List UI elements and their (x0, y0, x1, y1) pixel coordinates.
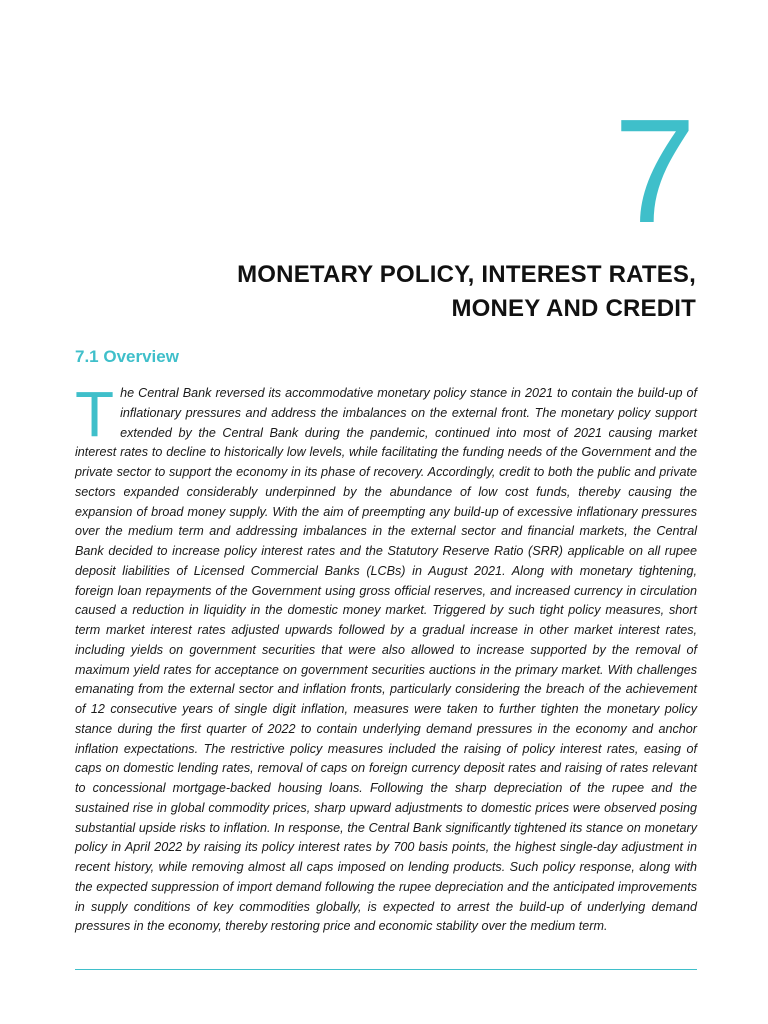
overview-paragraph (75, 378, 697, 937)
chapter-number: 7 (613, 89, 696, 254)
chapter-title-line-1: MONETARY POLICY, INTEREST RATES, (237, 261, 696, 288)
chapter-title-line-2: MONEY AND CREDIT (451, 295, 696, 322)
drop-cap: T (75, 378, 115, 450)
overview-body-text: he Central Bank reversed its accommodative monetary policy stance in 2021 to contain the build-up of inflationary pressures and address the imbalances on the external front. The monetary policy support extended by the Central Bank during the pandemic, continued into most of 2021 causing market interest rates to decline to historically low levels, while facilitating the funding needs of the Government and the private sector to support the economy in its phase of recovery. Accordingly, credit to both the public and private sectors expanded considerably underpinned by the abundance of low cost funds, thereby causing the expansion of broad money supply. With the aim of preempting any build-up of excessive inflationary pressures over the medium term and addressing imbalances in the external sector and financial markets, the Central Bank decided to increase policy interest rates and the Statutory Reserve Ratio (SRR) applicable on all rupee deposit liabilities of Licensed Commercial Banks (LCBs) in August 2021. Along with monetary tightening, foreign loan repayments of the Government using gross official reserves, and increased currency in circulation caused a reduction in liquidity in the domestic money market. Triggered by such tight policy measures, short term market interest rates adjusted upwards followed by a gradual increase in other market interest rates, including yields on government securities that were also allowed to increase supported by the removal of maximum yield rates for acceptance on government securities auctions in the primary market. With challenges emanating from the external sector and inflation fronts, particularly considering the breach of the achievement of 12 consecutive years of single digit inflation, measures were taken to further tighten the monetary policy stance during the first quarter of 2022 to contain underlying demand pressures in the economy and anchor inflation expectations. The restrictive policy measures included the raising of policy interest rates, easing of caps on domestic lending rates, removal of caps on foreign currency deposit rates and raising of rates relevant to concessional mortgage-backed housing loans. Following the sharp depreciation of the rupee and the sustained rise in global commodity prices, sharp upward adjustments to domestic prices were observed posing substantial upside risks to inflation. In response, the Central Bank significantly tightened its stance on monetary policy in April 2022 by raising its policy interest rates by 700 basis points, the highest single-day adjustment in recent history, while removing almost all caps imposed on lending products. Such policy response, along with the expected suppression of import demand following the rupee depreciation and the anticipated improvements in supply conditions of key commodities globally, is expected to arrest the build-up of underlying demand pressures in the economy, thereby restoring price and economic stability over the medium term. (75, 386, 697, 934)
section-heading: 7.1 Overview (75, 347, 179, 366)
footer-divider (75, 969, 697, 970)
chapter-title (237, 258, 696, 326)
